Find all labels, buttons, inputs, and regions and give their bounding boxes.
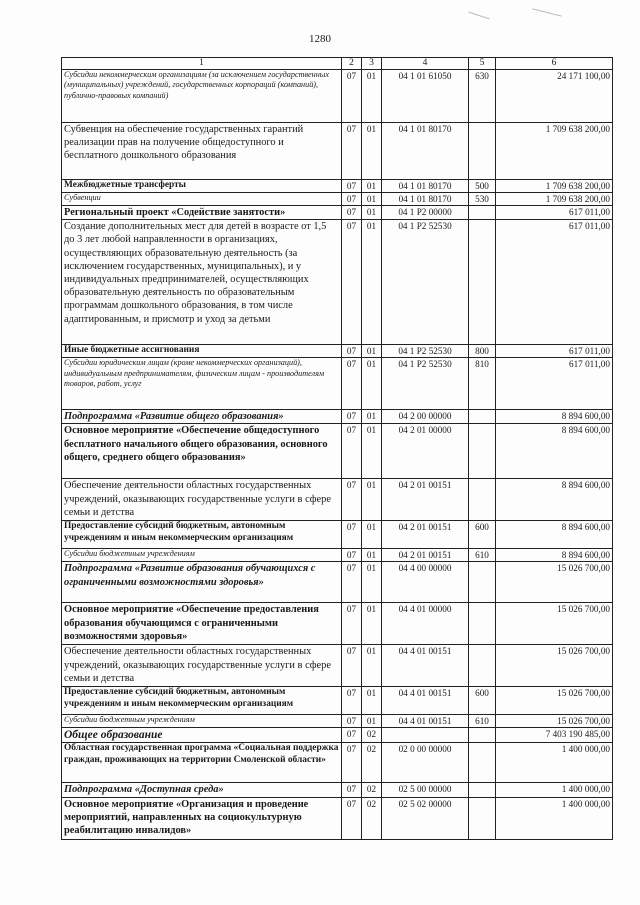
table-row [62,549,613,562]
table-row [62,797,613,839]
table-row [62,424,613,479]
expense-type-code [469,479,496,521]
table-row [62,521,613,549]
subsection-code: 01 [362,220,382,345]
section-code: 07 [342,715,362,728]
column-header: 2 [342,58,362,70]
section-code: 07 [342,193,362,206]
section-code: 07 [342,728,362,743]
table-row [62,479,613,521]
amount: 8 894 600,00 [496,479,613,521]
table-row [62,410,613,424]
target-article-code: 04 1 01 61050 [382,70,469,123]
item-name: Межбюджетные трансферты [62,180,342,193]
item-name: Субсидии бюджетным учреждениям [62,715,342,728]
amount: 617 011,00 [496,345,613,358]
table-row [62,193,613,206]
expense-type-code [469,797,496,839]
header-row [62,58,613,70]
expense-type-code: 610 [469,715,496,728]
column-header: 3 [362,58,382,70]
amount: 1 709 638 200,00 [496,180,613,193]
table-row [62,715,613,728]
expense-type-code: 810 [469,358,496,410]
subsection-code: 01 [362,549,382,562]
amount: 8 894 600,00 [496,424,613,479]
amount: 24 171 100,00 [496,70,613,123]
expense-type-code [469,206,496,220]
section-code: 07 [342,424,362,479]
subsection-code: 01 [362,562,382,603]
amount: 15 026 700,00 [496,562,613,603]
target-article-code: 02 0 00 00000 [382,743,469,783]
table-row [62,687,613,715]
expense-type-code [469,410,496,424]
amount: 617 011,00 [496,220,613,345]
amount: 15 026 700,00 [496,687,613,715]
target-article-code: 04 1 Р2 52530 [382,220,469,345]
item-name: Основное мероприятие «Организация и проведение мероприятий, направленных на социокультурную реабилитацию инвалидов» [62,797,342,839]
amount: 7 403 190 485,00 [496,728,613,743]
item-name: Общее образование [62,728,342,743]
target-article-code: 04 2 01 00151 [382,549,469,562]
subsection-code: 01 [362,687,382,715]
amount: 1 709 638 200,00 [496,193,613,206]
expense-type-code: 500 [469,180,496,193]
amount: 1 400 000,00 [496,783,613,797]
item-name: Предоставление субсидий бюджетным, автономным учреждениям и иным некоммерческим организациям [62,687,342,715]
item-name: Субсидии бюджетным учреждениям [62,549,342,562]
subsection-code: 01 [362,410,382,424]
section-code: 07 [342,521,362,549]
subsection-code: 01 [362,193,382,206]
section-code: 07 [342,180,362,193]
section-code: 07 [342,358,362,410]
section-code: 07 [342,410,362,424]
section-code: 07 [342,603,362,645]
amount: 1 400 000,00 [496,797,613,839]
item-name: Подпрограмма «Развитие общего образования» [62,410,342,424]
subsection-code: 01 [362,603,382,645]
item-name: Подпрограмма «Доступная среда» [62,783,342,797]
section-code: 07 [342,645,362,687]
expense-type-code: 600 [469,687,496,715]
item-name: Областная государственная программа «Социальная поддержка граждан, проживающих на территории Смоленской области» [62,743,342,783]
table-row [62,603,613,645]
target-article-code: 04 1 01 80170 [382,193,469,206]
column-header: 4 [382,58,469,70]
target-article-code: 04 2 01 00151 [382,479,469,521]
table-row [62,728,613,743]
expense-type-code [469,562,496,603]
item-name: Основное мероприятие «Обеспечение предоставления образования обучающимся с ограниченными возможностями здоровья» [62,603,342,645]
expense-type-code: 530 [469,193,496,206]
subsection-code: 01 [362,180,382,193]
subsection-code: 02 [362,783,382,797]
column-header: 1 [62,58,342,70]
target-article-code: 04 1 Р2 00000 [382,206,469,220]
table-row [62,206,613,220]
expense-type-code [469,645,496,687]
expense-type-code [469,603,496,645]
item-name: Подпрограмма «Развитие образования обучающихся с ограниченными возможностями здоровья» [62,562,342,603]
expense-type-code: 600 [469,521,496,549]
section-code: 07 [342,562,362,603]
target-article-code: 04 2 01 00000 [382,424,469,479]
table-row [62,345,613,358]
target-article-code: 04 1 Р2 52530 [382,358,469,410]
table-row [62,645,613,687]
item-name: Предоставление субсидий бюджетным, автономным учреждениям и иным некоммерческим организациям [62,521,342,549]
amount: 15 026 700,00 [496,603,613,645]
section-code: 07 [342,220,362,345]
column-header: 5 [469,58,496,70]
target-article-code: 04 4 01 00000 [382,603,469,645]
target-article-code: 02 5 02 00000 [382,797,469,839]
item-name: Субвенции [62,193,342,206]
amount: 15 026 700,00 [496,715,613,728]
table-row [62,562,613,603]
item-name: Иные бюджетные ассигнования [62,345,342,358]
target-article-code: 04 2 01 00151 [382,521,469,549]
expense-type-code [469,783,496,797]
table-row [62,70,613,123]
subsection-code: 01 [362,521,382,549]
expense-type-code [469,123,496,180]
table-row [62,743,613,783]
column-header: 6 [496,58,613,70]
item-name: Создание дополнительных мест для детей в возрасте от 1,5 до 3 лет любой направленности в организациях, осуществляющих образовательную деятельность (за исключением государственных, муниципальных), и у индивидуальных предпринимателей, осуществляющих образовательную деятельность по образовательным программам дошкольного образования, в том числе адаптированным, и присмотр и уход за детьми [62,220,342,345]
scan-mark [468,12,489,20]
subsection-code: 01 [362,645,382,687]
subsection-code: 02 [362,728,382,743]
target-article-code: 02 5 00 00000 [382,783,469,797]
expense-type-code [469,220,496,345]
amount: 8 894 600,00 [496,410,613,424]
page-number: 1280 [309,33,331,45]
amount: 617 011,00 [496,358,613,410]
amount: 1 400 000,00 [496,743,613,783]
target-article-code: 04 2 00 00000 [382,410,469,424]
item-name: Основное мероприятие «Обеспечение общедоступного бесплатного начального общего образования, основного общего, среднего общего образования» [62,424,342,479]
item-name: Субсидии юридическим лицам (кроме некоммерческих организаций), индивидуальным предпринимателям, физическим лицам - производителям товаров, работ, услуг [62,358,342,410]
item-name: Региональный проект «Содействие занятости» [62,206,342,220]
amount: 15 026 700,00 [496,645,613,687]
subsection-code: 01 [362,345,382,358]
expense-type-code: 630 [469,70,496,123]
amount: 1 709 638 200,00 [496,123,613,180]
amount: 8 894 600,00 [496,549,613,562]
section-code: 07 [342,797,362,839]
table-row [62,123,613,180]
section-code: 07 [342,345,362,358]
scan-mark [532,8,561,16]
item-name: Обеспечение деятельности областных государственных учреждений, оказывающих государственные услуги в сфере семьи и детства [62,645,342,687]
subsection-code: 01 [362,424,382,479]
section-code: 07 [342,70,362,123]
target-article-code [382,728,469,743]
amount: 617 011,00 [496,206,613,220]
target-article-code: 04 1 01 80170 [382,123,469,180]
table-row [62,180,613,193]
table-row [62,783,613,797]
target-article-code: 04 1 01 80170 [382,180,469,193]
target-article-code: 04 4 01 00151 [382,687,469,715]
budget-table [61,57,613,840]
item-name: Субсидии некоммерческим организациям (за исключением государственных (муниципальных) учреждений, государственных корпораций (компаний), публично-правовых компаний) [62,70,342,123]
subsection-code: 01 [362,479,382,521]
table-row [62,220,613,345]
target-article-code: 04 1 Р2 52530 [382,345,469,358]
section-code: 07 [342,783,362,797]
subsection-code: 01 [362,123,382,180]
target-article-code: 04 4 00 00000 [382,562,469,603]
subsection-code: 02 [362,797,382,839]
subsection-code: 01 [362,70,382,123]
section-code: 07 [342,479,362,521]
expense-type-code [469,743,496,783]
item-name: Обеспечение деятельности областных государственных учреждений, оказывающих государственные услуги в сфере семьи и детства [62,479,342,521]
section-code: 07 [342,549,362,562]
item-name: Субвенция на обеспечение государственных гарантий реализации прав на получение общедоступного и бесплатного дошкольного образования [62,123,342,180]
expense-type-code [469,728,496,743]
subsection-code: 01 [362,715,382,728]
expense-type-code [469,424,496,479]
section-code: 07 [342,743,362,783]
expense-type-code: 610 [469,549,496,562]
section-code: 07 [342,687,362,715]
target-article-code: 04 4 01 00151 [382,645,469,687]
subsection-code: 02 [362,743,382,783]
expense-type-code: 800 [469,345,496,358]
amount: 8 894 600,00 [496,521,613,549]
subsection-code: 01 [362,206,382,220]
subsection-code: 01 [362,358,382,410]
target-article-code: 04 4 01 00151 [382,715,469,728]
section-code: 07 [342,123,362,180]
section-code: 07 [342,206,362,220]
table-row [62,358,613,410]
